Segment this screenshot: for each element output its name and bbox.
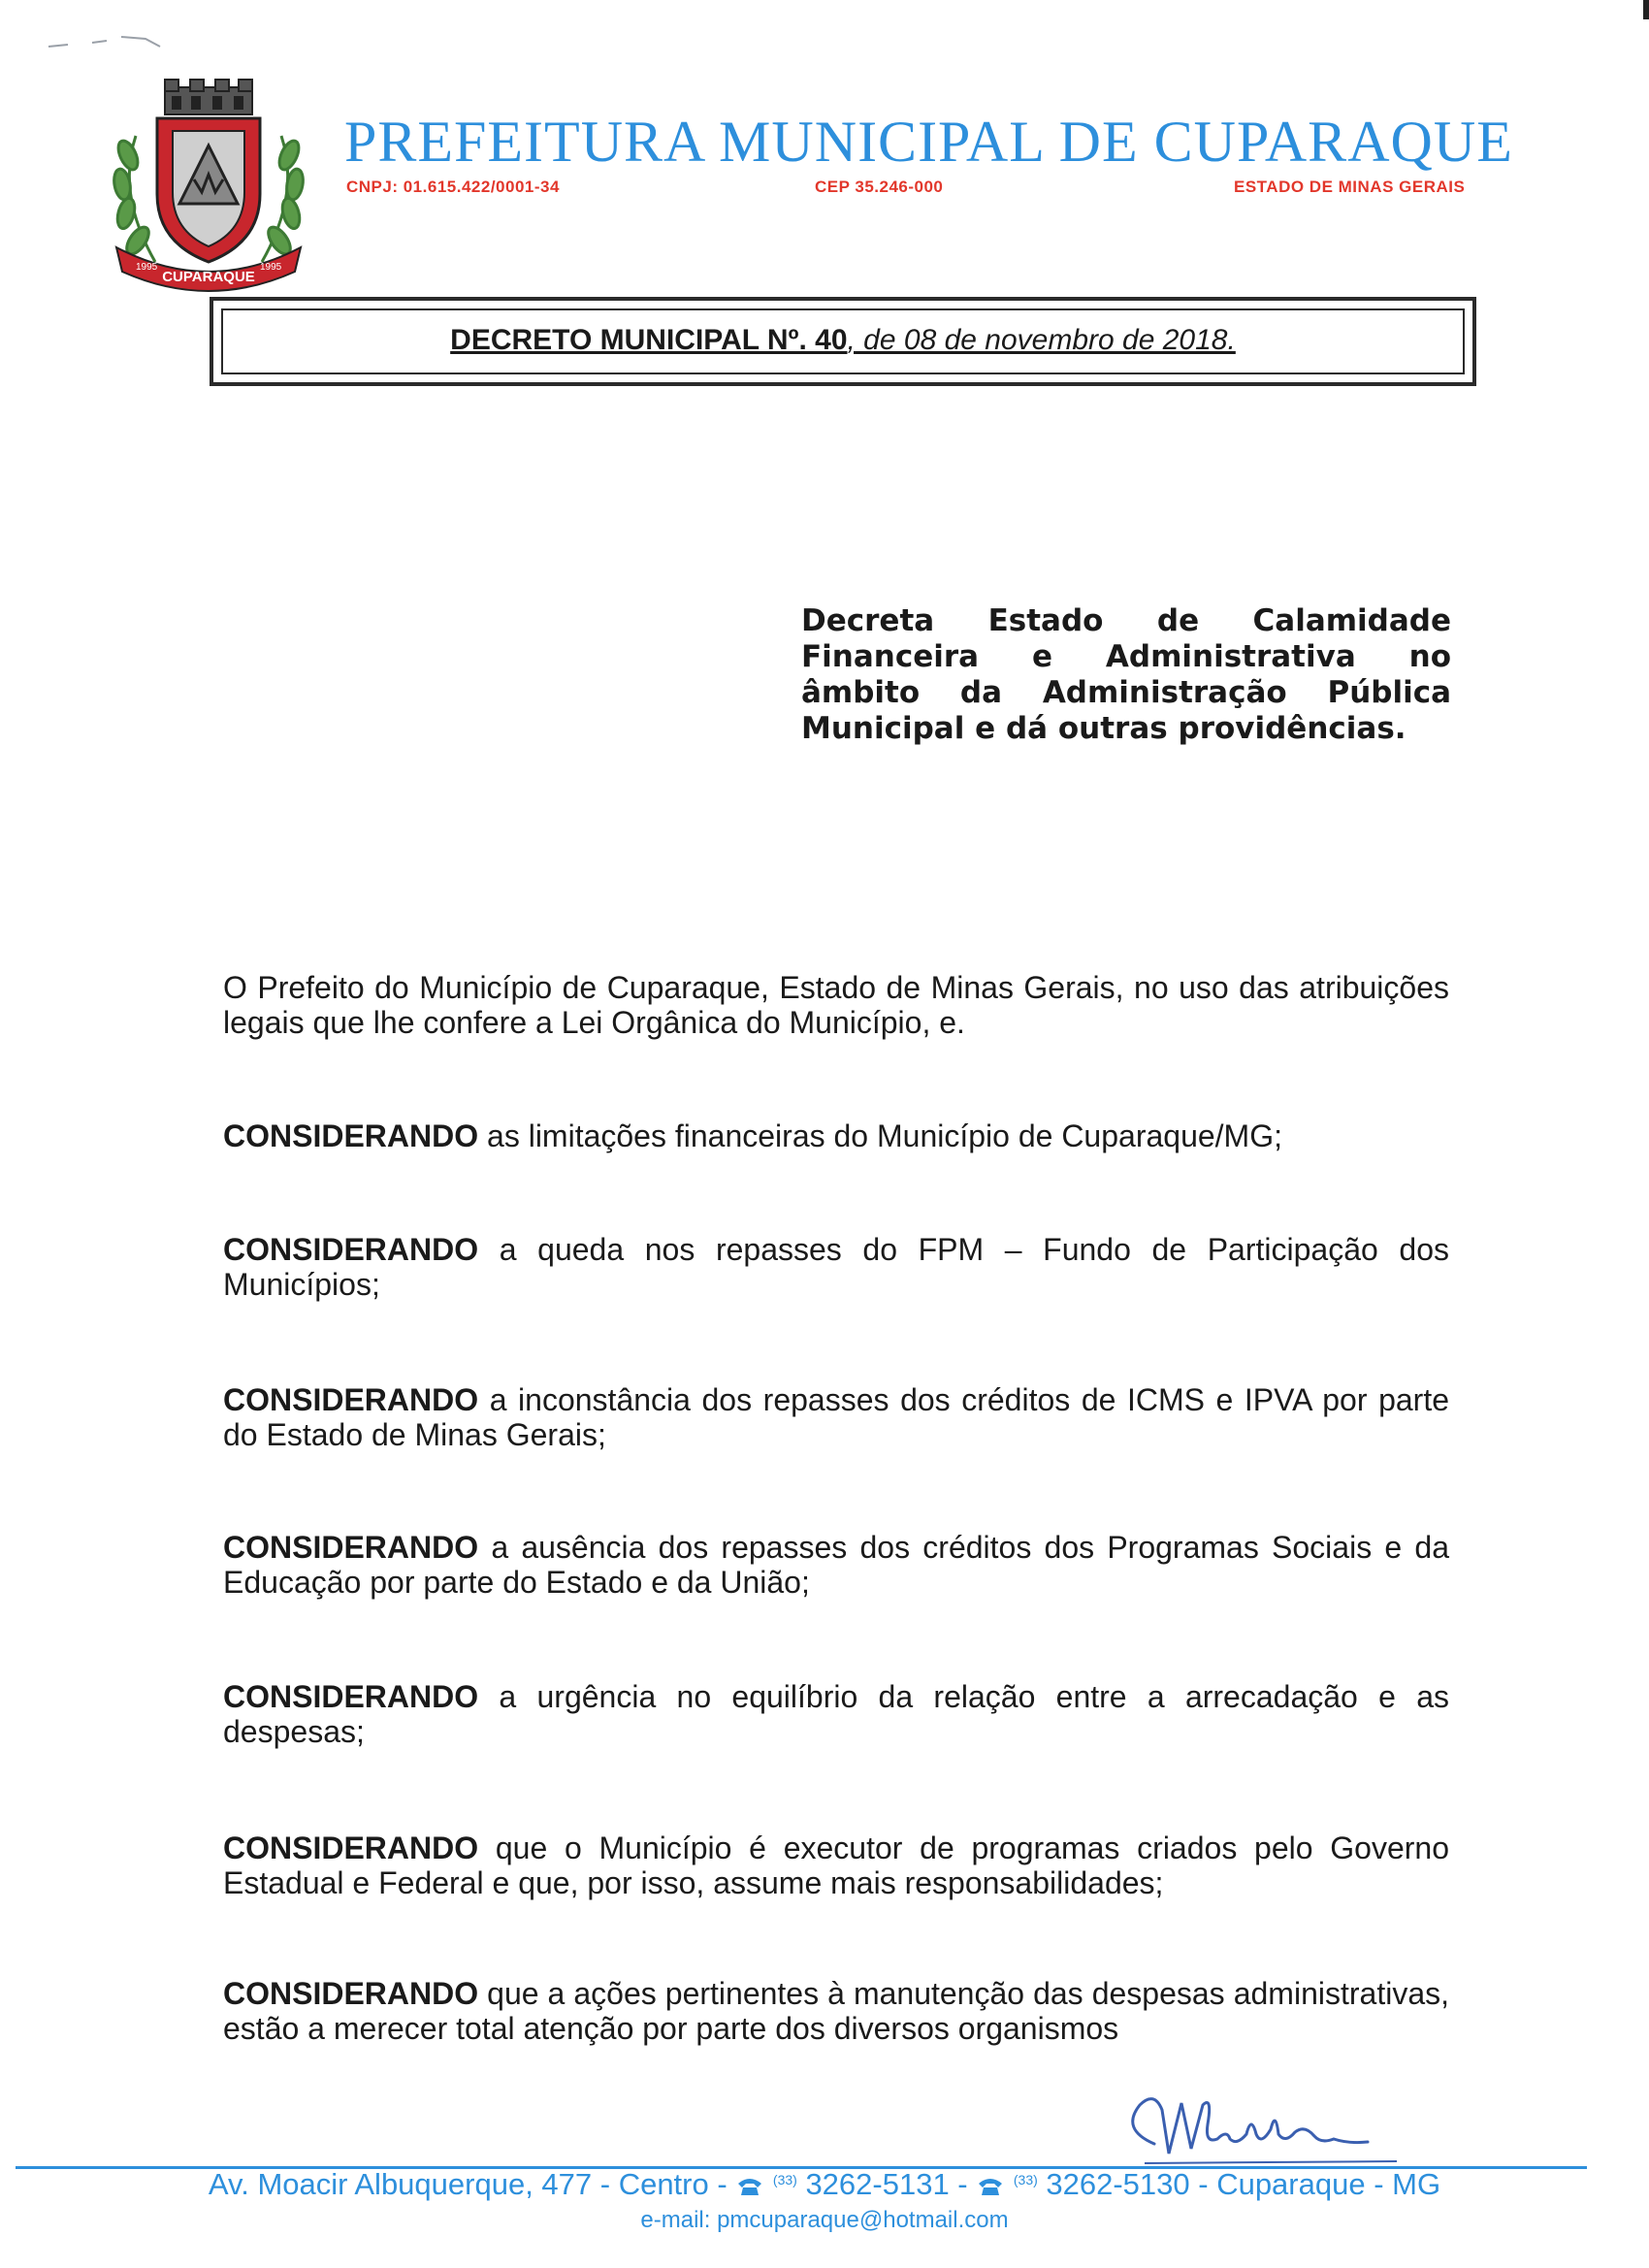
considerando-text: a ausência dos repasses dos créditos dos Programas Sociais e da Educação por parte do Estado e da União; <box>223 1530 1449 1600</box>
considerando-paragraph-7 <box>223 1976 1449 2046</box>
considerando-keyword: CONSIDERANDO <box>223 1831 479 1865</box>
footer-email: e-mail: pmcuparaque@hotmail.com <box>640 2207 1009 2233</box>
considerando-paragraph-2 <box>223 1232 1449 1302</box>
area-code: (33) <box>772 2172 797 2187</box>
considerando-paragraph-4 <box>223 1530 1449 1600</box>
considerando-paragraph-5 <box>223 1679 1449 1749</box>
considerando-keyword: CONSIDERANDO <box>223 1976 479 2011</box>
phone-number-1: 3262-5131 - <box>796 2167 977 2201</box>
svg-text:CUPARAQUE: CUPARAQUE <box>162 269 255 285</box>
cnpj-number: CNPJ: 01.615.422/0001-34 <box>346 178 560 196</box>
footer-address <box>0 2167 1649 2202</box>
telephone-icon <box>735 2174 764 2197</box>
decree-date: , de 08 de novembro de 2018. <box>847 324 1236 356</box>
municipal-crest-icon <box>97 78 320 301</box>
considerando-text: a urgência no equilíbrio da relação entre a arrecadação e as despesas; <box>223 1679 1449 1749</box>
considerando-keyword: CONSIDERANDO <box>223 1530 479 1565</box>
considerando-keyword: CONSIDERANDO <box>223 1382 479 1417</box>
considerando-keyword: CONSIDERANDO <box>223 1232 479 1267</box>
decree-summary: Decreta Estado de Calamidade Financeira e Administrativa no âmbito da Administração Pública Municipal e dá outras providências. <box>801 603 1451 746</box>
considerando-text: a inconstância dos repasses dos créditos de ICMS e IPVA por parte do Estado de Minas Gerais; <box>223 1382 1449 1452</box>
considerando-text: a queda nos repasses do FPM – Fundo de Participação dos Municípios; <box>223 1232 1449 1302</box>
considerando-text: as limitações financeiras do Município de Cuparaque/MG; <box>478 1118 1282 1153</box>
scan-artifact-mark <box>39 19 175 58</box>
letterhead-title: PREFEITURA MUNICIPAL DE CUPARAQUE <box>344 110 1513 174</box>
considerando-paragraph-1 <box>223 1118 1449 1153</box>
cep-code: CEP 35.246-000 <box>815 178 944 196</box>
preamble-paragraph: O Prefeito do Município de Cuparaque, Estado de Minas Gerais, no uso das atribuições legais que lhe confere a Lei Orgânica do Município, e. <box>223 970 1449 1040</box>
considerando-text: que a ações pertinentes à manutenção das despesas administrativas, estão a merecer total atenção por parte dos diversos organismos <box>223 1976 1449 2046</box>
svg-text:1995: 1995 <box>136 262 158 273</box>
area-code: (33) <box>1013 2172 1038 2187</box>
considerando-paragraph-6 <box>223 1831 1449 1900</box>
handwritten-signature <box>1116 2086 1406 2173</box>
scan-edge-mark <box>1643 0 1649 19</box>
telephone-icon <box>976 2174 1005 2197</box>
considerando-text: que o Município é executor de programas criados pelo Governo Estadual e Federal e que, por isso, assume mais responsabilidades; <box>223 1831 1449 1900</box>
considerando-keyword: CONSIDERANDO <box>223 1679 479 1714</box>
svg-text:1995: 1995 <box>260 262 282 273</box>
decree-number: DECRETO MUNICIPAL Nº. 40 <box>450 324 848 356</box>
decree-title <box>213 324 1472 357</box>
footer-street: Av. Moacir Albuquerque, 477 - Centro - <box>208 2167 736 2201</box>
phone-number-2: 3262-5130 - Cuparaque - MG <box>1037 2167 1441 2201</box>
state-name: ESTADO DE MINAS GERAIS <box>1234 178 1466 196</box>
considerando-paragraph-3 <box>223 1382 1449 1452</box>
decree-title-box <box>210 297 1476 386</box>
considerando-keyword: CONSIDERANDO <box>223 1118 479 1153</box>
